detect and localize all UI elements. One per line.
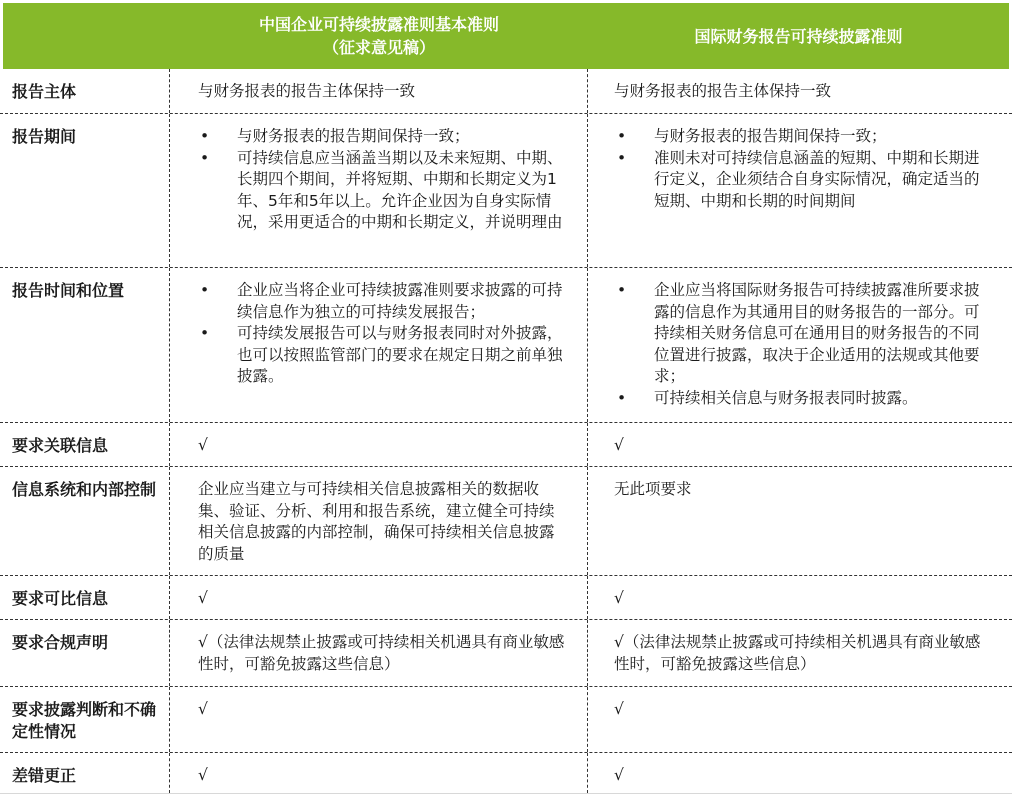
table-row bbox=[0, 687, 1012, 753]
china-cell: √ bbox=[170, 753, 588, 793]
row-label: 报告期间 bbox=[0, 114, 170, 267]
header-china-standard bbox=[170, 3, 588, 69]
row-label: 要求合规声明 bbox=[0, 620, 170, 686]
table-row bbox=[0, 69, 1012, 114]
ifrs-cell bbox=[588, 114, 1012, 267]
ifrs-cell: √ bbox=[614, 589, 624, 607]
table-body bbox=[0, 69, 1012, 794]
row-label: 要求披露判断和不确定性情况 bbox=[0, 687, 170, 752]
bullet-item: • 企业应当将国际财务报告可持续披露准所要求披露的信息作为其通用目的财务报告的一部分。可持续相关财务信息可在通用目的财务报告的不同位置进行披露，取决于企业适用的法规或其他要求； bbox=[614, 280, 992, 388]
china-cell: 与财务报表的报告主体保持一致 bbox=[170, 69, 588, 113]
bullet-item: • 可持续相关信息与财务报表同时披露。 bbox=[614, 388, 992, 410]
bullet-item: • 企业应当将企业可持续披露准则要求披露的可持续信息作为独立的可持续发展报告； bbox=[197, 280, 567, 323]
row-label: 报告主体 bbox=[0, 69, 170, 113]
table-row bbox=[0, 620, 1012, 687]
row-label: 要求关联信息 bbox=[0, 423, 170, 466]
ifrs-cell: 无此项要求 bbox=[614, 480, 692, 498]
ifrs-cell bbox=[588, 268, 1012, 422]
bullet-item: • 可持续发展报告可以与财务报表同时对外披露，也可以按照监管部门的要求在规定日期之前单独披露。 bbox=[197, 323, 567, 388]
ifrs-cell: 与财务报表的报告主体保持一致 bbox=[614, 82, 832, 100]
bullet-list bbox=[197, 126, 567, 234]
table-row bbox=[0, 753, 1012, 794]
header-china-subtitle: （征求意见稿） bbox=[322, 38, 435, 57]
table-header bbox=[3, 3, 1009, 69]
row-label: 要求可比信息 bbox=[0, 576, 170, 619]
china-cell: √（法律法规禁止披露或可持续相关机遇具有商业敏感性时，可豁免披露这些信息） bbox=[170, 620, 588, 686]
table-row bbox=[0, 114, 1012, 268]
header-ifrs-standard bbox=[588, 3, 1009, 69]
bullet-list bbox=[197, 280, 567, 388]
bullet-item: • 可持续信息应当涵盖当期以及未来短期、中期、长期四个期间，并将短期、中期和长期定义为1年、5年和5年以上。允许企业因为自身实际情况，采用更适合的中期和长期定义，并说明理由 bbox=[197, 148, 567, 234]
header-ifrs-title: 国际财务报告可持续披露准则 bbox=[694, 26, 903, 46]
ifrs-cell: √ bbox=[614, 700, 624, 718]
bullet-item: • 与财务报表的报告期间保持一致； bbox=[614, 126, 992, 148]
row-label: 差错更正 bbox=[0, 753, 170, 793]
header-china-title: 中国企业可持续披露准则基本准则 bbox=[258, 15, 499, 34]
table-row bbox=[0, 467, 1012, 576]
row-label: 信息系统和内部控制 bbox=[0, 467, 170, 575]
row-label: 报告时间和位置 bbox=[0, 268, 170, 422]
china-cell: √ bbox=[170, 423, 588, 466]
china-cell bbox=[170, 268, 588, 422]
table-row bbox=[0, 576, 1012, 620]
table-row bbox=[0, 423, 1012, 467]
table-row bbox=[0, 268, 1012, 423]
china-cell: 企业应当建立与可持续相关信息披露相关的数据收集、验证、分析、利用和报告系统，建立健全可持续相关信息披露的内部控制，确保可持续相关信息披露的质量 bbox=[170, 467, 588, 575]
bullet-item: • 准则未对可持续信息涵盖的短期、中期和长期进行定义，企业须结合自身实际情况，确定适当的短期、中期和长期的时间期间 bbox=[614, 148, 992, 213]
bullet-item: • 与财务报表的报告期间保持一致； bbox=[197, 126, 567, 148]
bullet-list bbox=[614, 280, 992, 409]
ifrs-cell: √ bbox=[614, 766, 624, 784]
bullet-list bbox=[614, 126, 992, 212]
ifrs-cell: √（法律法规禁止披露或可持续相关机遇具有商业敏感性时，可豁免披露这些信息） bbox=[614, 633, 981, 673]
header-empty-cell bbox=[3, 3, 170, 69]
ifrs-cell: √ bbox=[614, 436, 624, 454]
china-cell: √ bbox=[170, 576, 588, 619]
china-cell: √ bbox=[170, 687, 588, 752]
china-cell bbox=[170, 114, 588, 267]
